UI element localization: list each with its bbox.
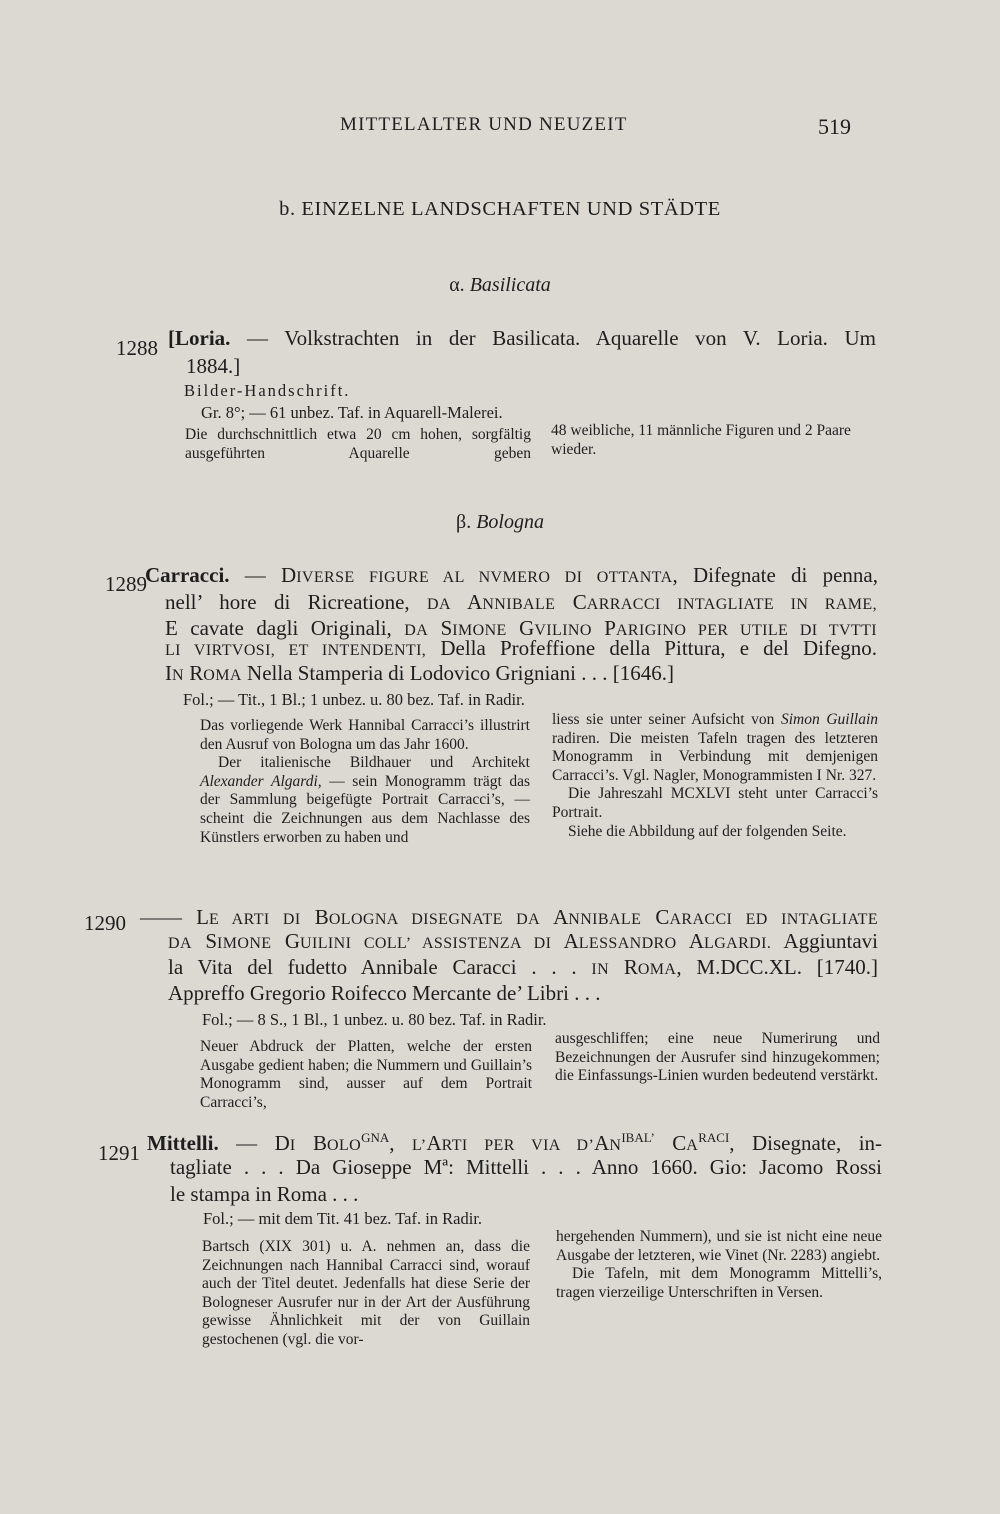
page-number: 519 — [818, 114, 851, 139]
entry-kind: Bilder-Handschrift. — [184, 381, 351, 400]
entry-collation: Fol.; — mit dem Tit. 41 bez. Taf. in Radir. — [203, 1209, 483, 1228]
entry-title-line: le stampa in Roma . . . — [170, 1182, 359, 1206]
entry-number: 1288 — [116, 336, 158, 360]
entry-title-line: 1884.] — [186, 354, 241, 378]
entry-author: Carracci. — [145, 563, 230, 587]
entry-title-line: Appreffo Gregorio Roifecco Mercante de’ Libri . . . — [168, 981, 601, 1005]
entry-title-line: tagliate . . . Da Gioseppe Mª: Mittelli . . . Anno 1660. Gio: Jacomo Rossi — [170, 1155, 882, 1179]
entry-collation: Fol.; — Tit., 1 Bl.; 1 unbez. u. 80 bez. Taf. in Radir. — [183, 690, 525, 709]
subsection-basilicata — [0, 274, 1000, 297]
entry-title-line: Carracci. — DIVERSE FIGURE AL NVMERO DI OTTANTA, Difegnate di penna, — [145, 563, 878, 587]
entry-note-left: Die durchschnittlich etwa 20 cm hohen, sorgfältig ausgeführten Aquarelle geben — [185, 426, 531, 462]
running-head: MITTELALTER UND NEUZEIT — [340, 114, 628, 135]
entry-title-line: E cavate dagli Originali, DA SIMONE GVILINO PARIGINO PER UTILE DI TVTTI — [165, 616, 877, 640]
entry-title-line: IN ROMA Nella Stamperia di Lodovico Grigniani . . . [1646.] — [165, 661, 674, 685]
entry-collation: Gr. 8°; — 61 unbez. Taf. in Aquarell-Malerei. — [201, 403, 503, 422]
subsection-name: Bologna — [476, 511, 544, 533]
entry-note-right: liess sie unter seiner Aufsicht von Simon Guillain radiren. Die meisten Tafeln tragen des letzteren Monogramm in Verbindung mit demjenigen Carracci’s. Vgl. Nagler, Monogrammisten I Nr. 327. Die Jahreszahl MCXLVI steht unter Carracci’s Portrait. Siehe die Abbildung auf der folgenden Seite. — [552, 711, 878, 840]
entry-title-line: LI VIRTVOSI, ET INTENDENTI, Della Profeffione della Pittura, e del Difegno. — [165, 636, 878, 660]
subsection-marker: α. — [449, 274, 465, 296]
entry-note-right: 48 weibliche, 11 männliche Figuren und 2 Paare wieder. — [551, 422, 851, 458]
entry-title-line: Mittelli. — DI $BOLO^{GNA}$, L’ARTI PER VIA $D’AN^{IBAL’}$ $CA^{RACI}$, Disegnate, in- — [147, 1130, 883, 1155]
entry-collation: Fol.; — 8 S., 1 Bl., 1 unbez. u. 80 bez. Taf. in Radir. — [202, 1010, 547, 1029]
entry-note-right: hergehenden Nummern), und sie ist nicht eine neue Ausgabe der letzteren, wie Vinet (Nr. 2283) angiebt. Die Tafeln, mit dem Monogramm Mittelli’s, tragen vierzeilige Unterschriften in Versen. — [556, 1228, 882, 1301]
subsection-name: Basilicata — [469, 274, 551, 296]
entry-note-right: ausgeschliffen; eine neue Numerirung und Bezeichnungen der Ausrufer sind hinzugekommen; die Einfassungs-Linien wurden bedeutend verstärkt. — [555, 1030, 880, 1085]
entry-number: 1289 — [105, 572, 147, 596]
subsection-marker: β. — [456, 511, 472, 533]
entry-author: Mittelli. — [147, 1131, 219, 1155]
section-title: b. EINZELNE LANDSCHAFTEN UND STÄDTE — [279, 198, 721, 220]
subsection-bologna — [0, 511, 1000, 534]
entry-number: 1290 — [84, 911, 126, 935]
entry-note-left: Bartsch (XIX 301) u. A. nehmen an, dass die Zeichnungen nach Hannibal Carracci sind, worauf auch der Titel deutet. Jedenfalls hat diese Serie der Bologneser Ausrufer nur in der Art der Ausführung gewisse Ähnlichkeit mit der von Guillain gestochenen (vgl. die vor- — [202, 1238, 530, 1348]
entry-title-line: —— LE ARTI DI BOLOGNA DISEGNATE DA ANNIBALE CARACCI ED INTAGLIATE — [140, 905, 878, 929]
entry-title-line: la Vita del fudetto Annibale Caracci . . . IN ROMA, M.DCC.XL. [1740.] — [168, 955, 878, 979]
entry-author: [Loria. — [168, 326, 231, 350]
entry-title-line: DA SIMONE GUILINI COLL’ ASSISTENZA DI ALESSANDRO ALGARDI. Aggiuntavi — [168, 929, 878, 953]
entry-note-left: Das vorliegende Werk Hannibal Carracci’s illustrirt den Ausruf von Bologna um das Jahr 1600. Der italienische Bildhauer und Architekt Alexander Algardi, — sein Monogramm trägt das der Sammlung beigefügte Portrait Carracci’s, — scheint die Zeichnungen aus dem Nachlasse des Künstlers erworben zu haben und — [200, 717, 530, 846]
entry-number: 1291 — [98, 1141, 140, 1165]
entry-title-line: [Loria. — Volkstrachten in der Basilicata. Aquarelle von V. Loria. Um — [168, 326, 876, 350]
entry-note-left: Neuer Abdruck der Platten, welche der ersten Ausgabe gedient haben; die Nummern und Guillain’s Monogramm sind, ausser auf dem Portrait Carracci’s, — [200, 1038, 532, 1111]
entry-title-line: nell’ hore di Ricreatione, DA ANNIBALE CARRACCI INTAGLIATE IN RAME, — [165, 590, 878, 614]
